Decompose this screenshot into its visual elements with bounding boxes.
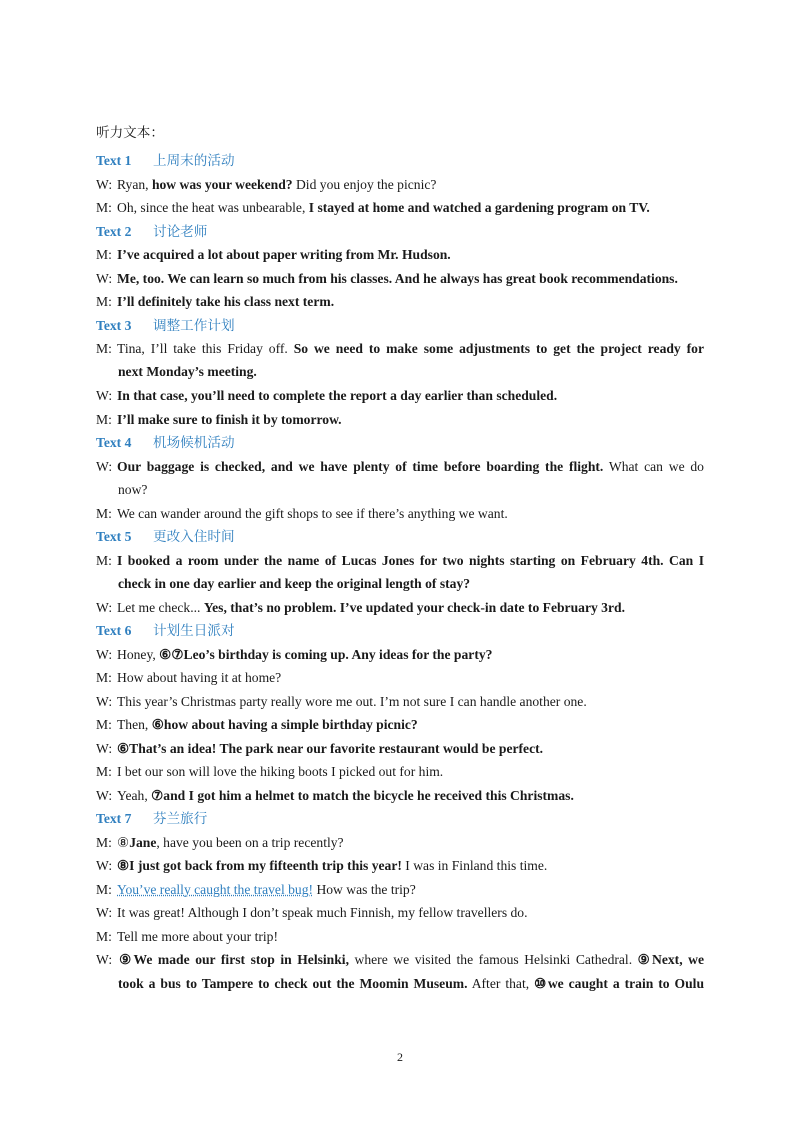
dialogue-line <box>96 553 704 569</box>
section-topic: 更改入住时间 <box>153 529 235 544</box>
dialogue-line <box>96 506 704 522</box>
line-text: We can wander around the gift shops to see if there’s anything we want. <box>117 506 508 521</box>
line-text-bold: So we need to make some adjustments to get the project ready for <box>293 341 704 356</box>
line-text-bold: Me, too. We can learn so much from his classes. And he always has great book recommendations. <box>117 271 678 286</box>
line-text-bold: ⑨Next, we <box>637 952 704 967</box>
line-text: Tina, I’ll take this Friday off. <box>117 341 294 356</box>
line-text: What can we do <box>603 459 704 474</box>
speaker-label: W: <box>96 600 113 615</box>
line-text-bold: Jane <box>129 835 157 850</box>
dialogue-line-continuation <box>118 976 704 992</box>
line-text-bold: ⑩we caught a train to Oulu <box>534 976 704 991</box>
line-text-bold: took a bus to Tampere to check out the Moomin Museum. <box>118 976 468 991</box>
line-text-bold: I booked a room under the name of Lucas Jones for two nights starting on February 4th. Can I <box>117 553 704 568</box>
speaker-label: M: <box>96 412 112 427</box>
dialogue-line <box>96 341 704 357</box>
section-title: Text 3 <box>96 318 132 333</box>
dialogue-line-continuation <box>118 576 704 592</box>
dialogue-line <box>96 412 704 428</box>
line-text-bold: check in one day earlier and keep the original length of stay? <box>118 576 471 591</box>
line-text: It was great! Although I don’t speak much Finnish, my fellow travellers do. <box>117 905 528 920</box>
section-heading-text-4 <box>96 435 704 451</box>
speaker-label: M: <box>96 882 112 897</box>
dialogue-line <box>96 459 704 475</box>
section-topic: 芬兰旅行 <box>153 811 208 826</box>
dialogue-line <box>96 694 704 710</box>
speaker-label: M: <box>96 929 112 944</box>
section-heading-text-6 <box>96 623 704 639</box>
dialogue-line <box>96 835 704 851</box>
section-heading-text-5 <box>96 529 704 545</box>
line-text: This year’s Christmas party really wore me out. I’m not sure I can handle another one. <box>117 694 587 709</box>
line-text-bold: how was your weekend? <box>151 177 293 192</box>
dialogue-line <box>96 882 704 898</box>
line-text-bold: Our baggage is checked, and we have plenty of time before boarding the flight. <box>117 459 604 474</box>
line-text: , have you been on a trip recently? <box>156 835 344 850</box>
dialogue-line <box>96 271 704 287</box>
speaker-label: W: <box>96 952 113 967</box>
speaker-label: M: <box>96 294 112 309</box>
speaker-label: M: <box>96 717 112 732</box>
speaker-label: W: <box>96 388 113 403</box>
section-topic: 计划生日派对 <box>153 623 235 638</box>
line-text: Yeah, <box>117 788 152 803</box>
line-text-bold: next Monday’s meeting. <box>118 364 257 379</box>
speaker-label: M: <box>96 553 112 568</box>
dialogue-line <box>96 788 704 804</box>
line-text: How was the trip? <box>313 882 416 897</box>
line-text: Tell me more about your trip! <box>117 929 278 944</box>
underlined-phrase: You’ve really caught the travel bug! <box>117 882 314 897</box>
dialogue-line <box>96 717 704 733</box>
dialogue-line <box>96 858 704 874</box>
line-text: Then, <box>117 717 152 732</box>
line-text-bold: I’ll make sure to finish it by tomorrow. <box>117 412 342 427</box>
dialogue-line <box>96 388 704 404</box>
dialogue-line <box>96 200 704 216</box>
line-text: I was in Finland this time. <box>401 858 548 873</box>
line-text-bold: I’ll definitely take his class next term. <box>117 294 335 309</box>
line-text-bold: I’ve acquired a lot about paper writing from Mr. Hudson. <box>117 247 451 262</box>
speaker-label: W: <box>96 271 113 286</box>
line-text: Let me check... <box>117 600 204 615</box>
line-text-bold: ⑧I just got back from my fifteenth trip this year! <box>117 858 402 873</box>
speaker-label: W: <box>96 905 113 920</box>
section-topic: 上周末的活动 <box>153 153 235 168</box>
dialogue-line-continuation <box>118 364 704 380</box>
section-topic: 调整工作计划 <box>153 318 235 333</box>
line-text-bold: In that case, you’ll need to complete the report a day earlier than scheduled. <box>117 388 558 403</box>
dialogue-line <box>96 929 704 945</box>
section-title: Text 2 <box>96 224 132 239</box>
section-title: Text 1 <box>96 153 132 168</box>
section-heading-text-2 <box>96 224 704 240</box>
speaker-label: M: <box>96 200 112 215</box>
speaker-label: M: <box>96 835 112 850</box>
line-text: Ryan, <box>117 177 152 192</box>
section-topic: 机场候机活动 <box>153 435 235 450</box>
line-text-bold: ⑦and I got him a helmet to match the bicycle he received this Christmas. <box>151 788 574 803</box>
line-text: ⑧ <box>117 835 130 850</box>
speaker-label: M: <box>96 506 112 521</box>
dialogue-line <box>96 952 704 968</box>
intro-heading: 听力文本： <box>96 125 164 140</box>
dialogue-line <box>96 905 704 921</box>
speaker-label: M: <box>96 247 112 262</box>
speaker-label: W: <box>96 858 113 873</box>
speaker-label: W: <box>96 459 113 474</box>
speaker-label: W: <box>96 177 113 192</box>
section-heading-text-1 <box>96 153 704 169</box>
line-text: now? <box>118 482 148 497</box>
dialogue-line <box>96 741 704 757</box>
section-title: Text 5 <box>96 529 132 544</box>
line-text-bold: ⑥That’s an idea! The park near our favorite restaurant would be perfect. <box>117 741 544 756</box>
line-text: where we visited the famous Helsinki Cathedral. <box>348 952 638 967</box>
page-number: 2 <box>397 1050 403 1064</box>
line-text: Did you enjoy the picnic? <box>292 177 437 192</box>
line-text-bold: ⑥⑦Leo’s birthday is coming up. Any ideas for the party? <box>159 647 493 662</box>
speaker-label: M: <box>96 341 112 356</box>
dialogue-line <box>96 764 704 780</box>
dialogue-line <box>96 670 704 686</box>
dialogue-line <box>96 294 704 310</box>
section-topic: 讨论老师 <box>153 224 208 239</box>
line-text: How about having it at home? <box>117 670 282 685</box>
dialogue-line <box>96 247 704 263</box>
line-text-bold: ⑨We made our first stop in Helsinki, <box>117 952 349 967</box>
section-title: Text 7 <box>96 811 132 826</box>
line-text-bold: Yes, that’s no problem. I’ve updated your check-in date to February 3rd. <box>203 600 625 615</box>
dialogue-line <box>96 600 704 616</box>
section-title: Text 6 <box>96 623 132 638</box>
line-text-bold: ⑥how about having a simple birthday picnic? <box>151 717 418 732</box>
line-text: Oh, since the heat was unbearable, <box>117 200 309 215</box>
dialogue-line <box>96 177 704 193</box>
line-text: Honey, <box>117 647 160 662</box>
line-text-bold: I stayed at home and watched a gardening program on TV. <box>308 200 650 215</box>
speaker-label: W: <box>96 741 113 756</box>
section-heading-text-7 <box>96 811 704 827</box>
dialogue-line <box>96 647 704 663</box>
speaker-label: W: <box>96 647 113 662</box>
speaker-label: W: <box>96 788 113 803</box>
section-heading-text-3 <box>96 318 704 334</box>
speaker-label: M: <box>96 764 112 779</box>
speaker-label: M: <box>96 670 112 685</box>
speaker-label: W: <box>96 694 113 709</box>
line-text: I bet our son will love the hiking boots I picked out for him. <box>117 764 444 779</box>
line-text: After that, <box>467 976 535 991</box>
section-title: Text 4 <box>96 435 132 450</box>
dialogue-line-continuation <box>118 482 704 498</box>
